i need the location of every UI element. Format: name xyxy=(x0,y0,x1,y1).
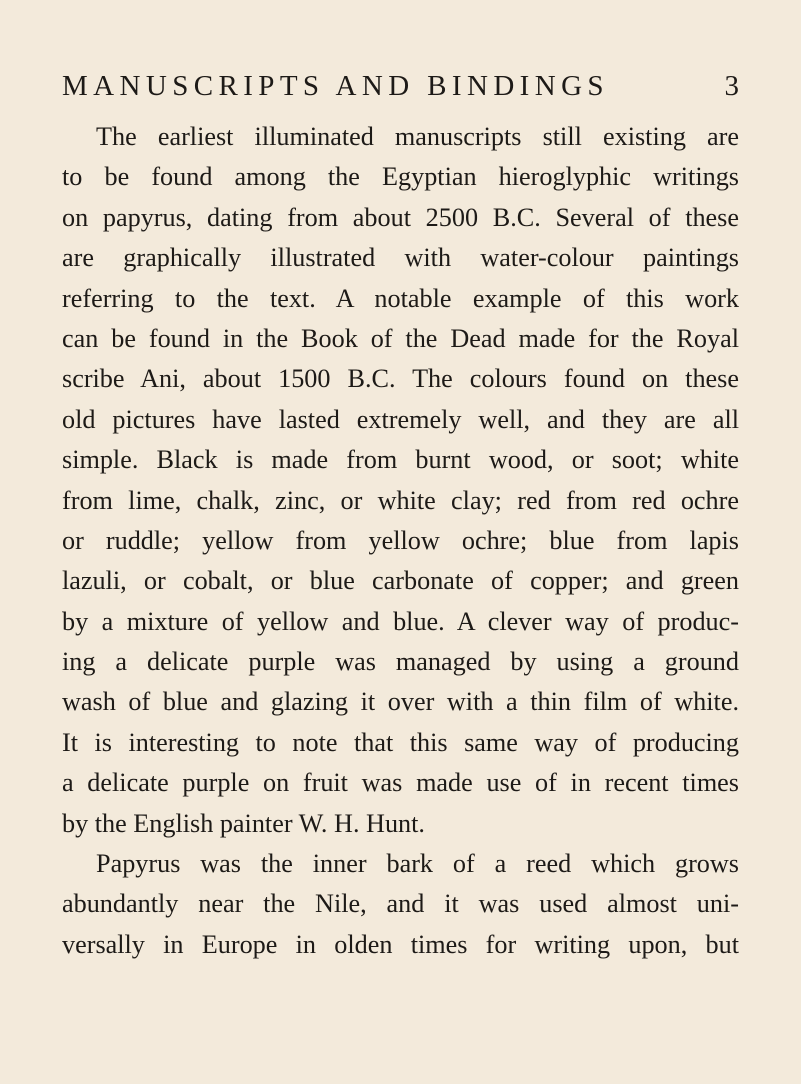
text-line: or ruddle; yellow from yellow ochre; blue from lapis xyxy=(62,525,739,555)
text-line: Papyrus was the inner bark of a reed which grows xyxy=(96,849,739,879)
text-line: scribe Ani, about 1500 B.C. The colours found on these xyxy=(62,364,739,394)
text-line: a delicate purple on fruit was made use of in recent times xyxy=(62,768,739,798)
text-line: referring to the text. A notable example of this work xyxy=(62,283,739,313)
page-number: 3 xyxy=(724,70,739,102)
text-line: on papyrus, dating from about 2500 B.C. Several of these xyxy=(62,202,739,232)
text-line: are graphically illustrated with water-colour paintings xyxy=(62,243,739,273)
body-text xyxy=(62,117,739,965)
text-line: ing a delicate purple was managed by using a ground xyxy=(62,647,739,677)
text-line: by a mixture of yellow and blue. A clever way of produc- xyxy=(62,606,739,636)
text-line: old pictures have lasted extremely well, and they are all xyxy=(62,404,739,434)
text-line: can be found in the Book of the Dead made for the Royal xyxy=(62,323,739,353)
text-line: from lime, chalk, zinc, or white clay; red from red ochre xyxy=(62,485,739,515)
text-line: It is interesting to note that this same way of producing xyxy=(62,727,739,757)
running-title: MANUSCRIPTS AND BINDINGS xyxy=(62,70,609,102)
text-line: abundantly near the Nile, and it was used almost uni- xyxy=(62,889,739,919)
running-header xyxy=(62,66,739,106)
text-line: simple. Black is made from burnt wood, or soot; white xyxy=(62,445,739,475)
text-line: by the English painter W. H. Hunt. xyxy=(62,808,425,838)
text-line: versally in Europe in olden times for writing upon, but xyxy=(62,929,739,959)
text-line: wash of blue and glazing it over with a thin film of white. xyxy=(62,687,739,717)
text-line: lazuli, or cobalt, or blue carbonate of copper; and green xyxy=(62,566,739,596)
text-line: to be found among the Egyptian hieroglyphic writings xyxy=(62,162,739,192)
text-line: The earliest illuminated manuscripts still existing are xyxy=(96,122,739,151)
